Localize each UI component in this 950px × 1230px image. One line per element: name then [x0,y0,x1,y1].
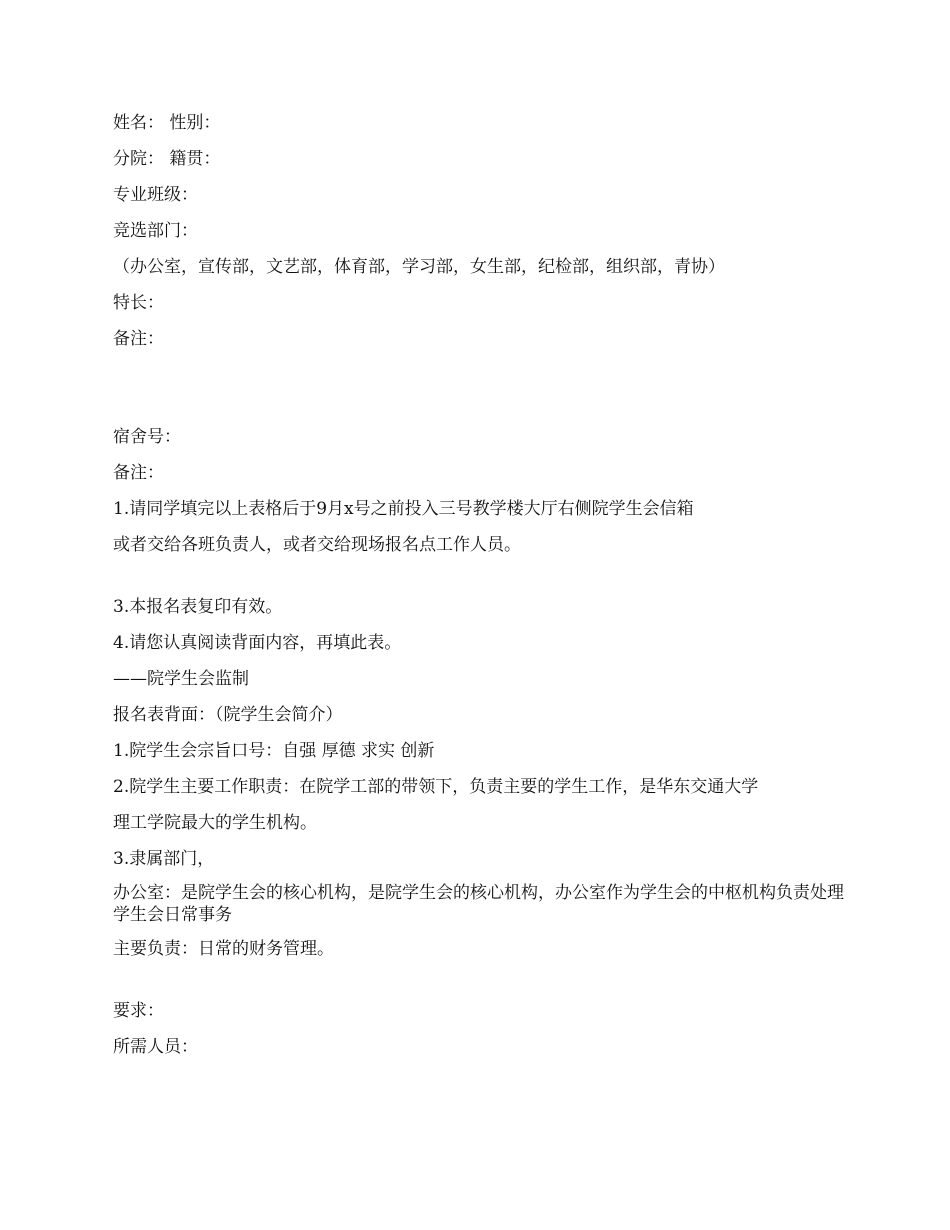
name-gender-field: 姓名： 性别： [113,113,221,133]
note-item-1-continued: 或者交给各班负责人，或者交给现场报名点工作人员。 [113,535,521,555]
remarks-field: 备注： [113,329,164,349]
department-field: 竞选部门： [113,221,198,241]
intro-item-3: 3.隶属部门， [113,849,215,869]
back-side-heading: 报名表背面：（院学生会简介） [113,705,343,725]
intro-item-2: 2.院学生主要工作职责：在院学工部的带领下，负责主要的学生工作，是华东交通大学 [113,777,759,797]
branch-origin-field: 分院： 籍贯： [113,149,221,169]
note-item-4: 4.请您认真阅读背面内容，再填此表。 [113,633,402,653]
intro-item-1: 1.院学生会宗旨口号：自强 厚德 求实 创新 [113,741,435,761]
needed-staff-field: 所需人员： [113,1037,198,1057]
blank-gap [113,362,853,424]
department-options: （办公室，宣传部，文艺部，体育部，学习部，女生部，纪检部，组织部，青协） [113,257,725,277]
intro-item-2-continued: 理工学院最大的学生机构。 [113,813,317,833]
issuer-signature: ——院学生会监制 [113,669,249,689]
main-responsibility: 主要负责：日常的财务管理。 [113,939,334,959]
note-item-1: 1.请同学填完以上表格后于9月x号之前投入三号教学楼大厅右侧院学生会信箱 [113,499,694,519]
document-body [113,110,853,1070]
office-description: 办公室：是院学生会的核心机构，是院学生会的核心机构，办公室作为学生会的中枢机构负责处理学生会日常事务 [113,883,844,925]
dorm-number-field: 宿舍号： [113,427,181,447]
note-item-3: 3.本报名表复印有效。 [113,597,283,617]
blank-gap [113,972,853,998]
notes-heading: 备注： [113,463,164,483]
requirements-field: 要求： [113,1001,164,1021]
specialty-field: 特长： [113,293,164,313]
blank-gap [113,568,853,594]
major-class-field: 专业班级： [113,185,198,205]
